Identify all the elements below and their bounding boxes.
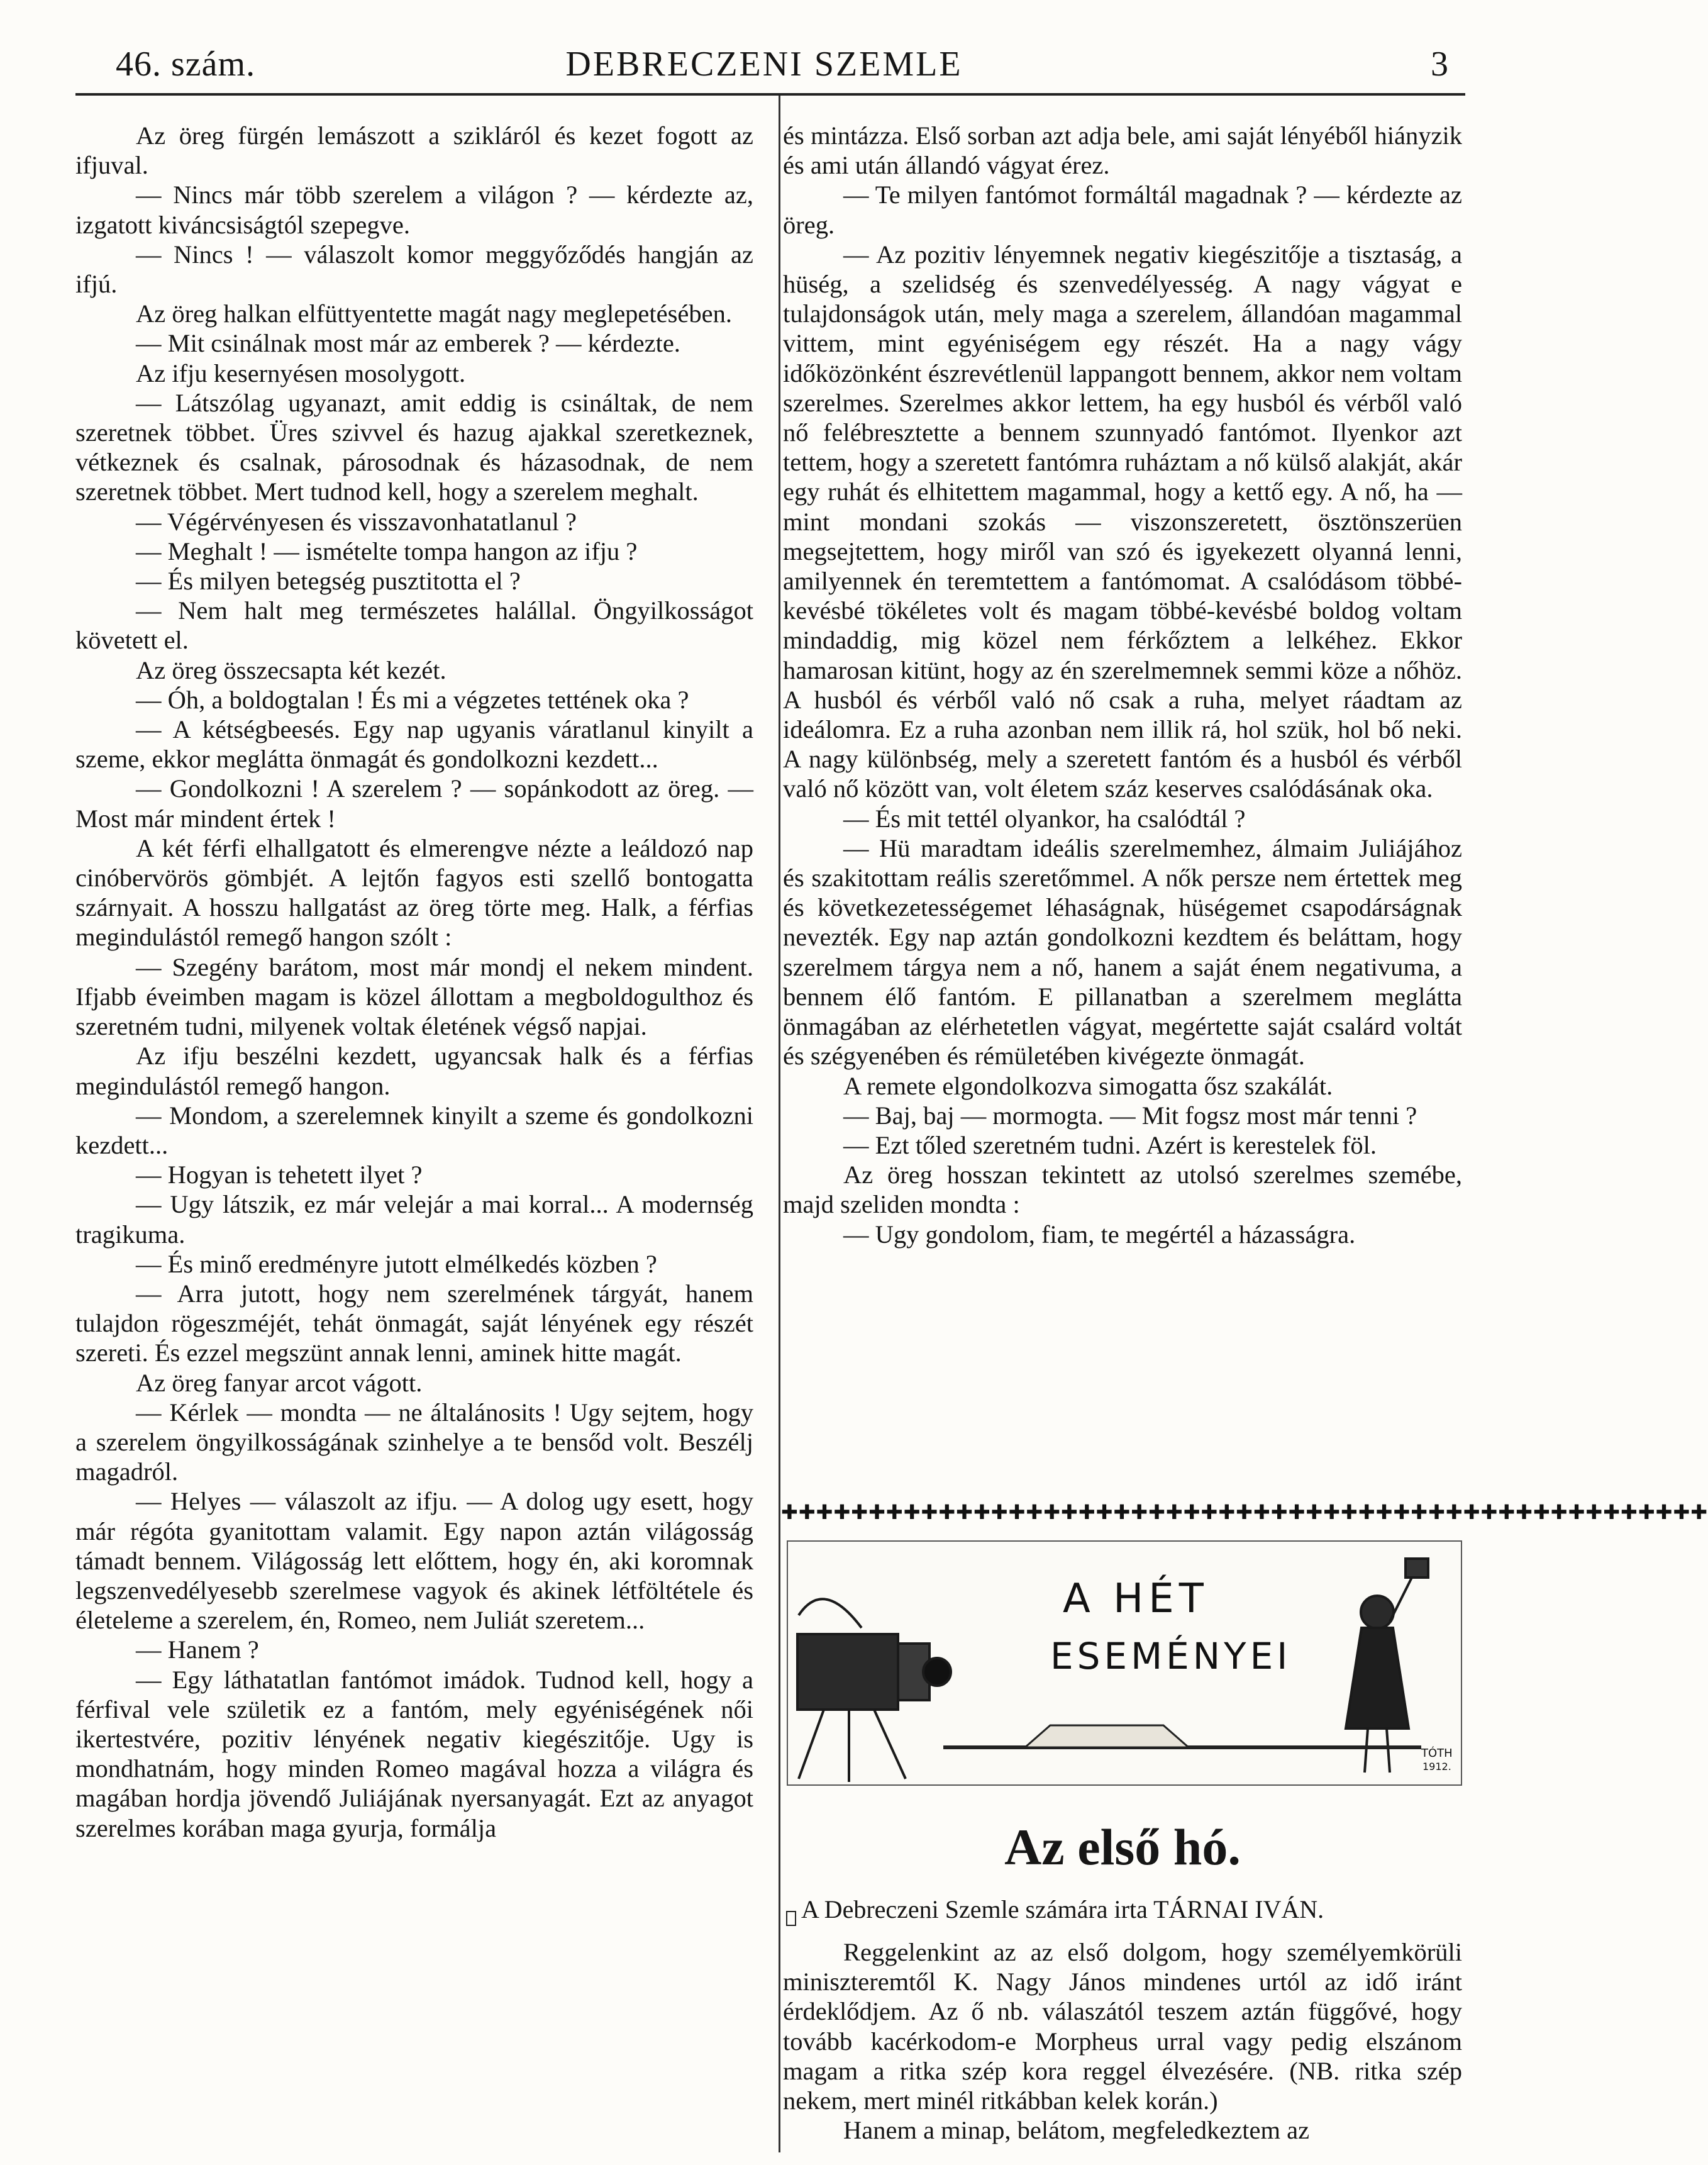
artist-signature-year: 1912. — [1422, 1761, 1451, 1773]
paragraph: Hanem a minap, belátom, megfeledkeztem az — [843, 2116, 1310, 2145]
banner-line-2: ESEMÉNYEI — [1050, 1635, 1292, 1678]
paragraph: — Nincs már több szerelem a világon ? — kérdezte az, izgatott kiváncsiságtól szepegve. — [75, 181, 753, 239]
paragraph: Az ifju kesernyésen mosolygott. — [136, 359, 466, 387]
byline-text: A Debreczeni Szemle számára irta TÁRNAI IVÁN. — [801, 1895, 1324, 1923]
paragraph: — Mit csinálnak most már az emberek ? — kérdezte. — [136, 329, 680, 358]
paragraph: — Hogyan is tehetett ilyet ? — [136, 1160, 423, 1189]
artist-signature: TÓTH — [1421, 1747, 1453, 1760]
paragraph: A remete elgondolkozva simogatta ősz szakálát. — [843, 1071, 1333, 1100]
paragraph: — Hanem ? — [136, 1635, 259, 1664]
paragraph: Az öreg fanyar arcot vágott. — [136, 1368, 423, 1397]
paragraph: — Óh, a boldogtalan ! És mi a végzetes tettének oka ? — [136, 685, 689, 714]
paragraph: Reggelenkint az az első dolgom, hogy személyemkörüli miniszteremtől K. Nagy János mindenes urtól az idő iránt érdeklődjem. Az ő nb. válaszától teszem aztán függővé, hogy tovább kacérkodom-e Morpheus urral vagy pedig elszánom magam a ritka szép kora reggel élvezésére. (NB. ritka szép nekem, mert minél ritkábban kelek korán.) — [783, 1938, 1462, 2115]
paragraph: — Szegény barátom, most már mondj el nekem mindent. Ifjabb éveimben magam is közel állottam a megboldogulthoz és szeretném tudni, milyenek voltak életének végső napjai. — [75, 952, 753, 1041]
paragraph: — Helyes — válaszolt az ifju. — A dolog ugy esett, hogy már régóta gyanitottam valamit. Egy napon aztán világosság támadt bennem. Világosság lett előttem, hogy én, aki koromnak legszenvedélyesebb szerelmese vagyok és akinek létföltétele és életeleme a szerelem, én, Romeo, nem Juliát szeretem... — [75, 1487, 753, 1635]
paragraph: Az öreg hosszan tekintett az utolsó szerelmes szemébe, majd szeliden mondta : — [783, 1160, 1462, 1219]
ornamental-rule: ✚✚✚✚✚✚✚✚✚✚✚✚✚✚✚✚✚✚✚✚✚✚✚✚✚✚✚✚✚✚✚✚✚✚✚✚✚✚✚✚✚✚✚✚✚✚✚✚✚✚✚✚✚ — [781, 1501, 1708, 1523]
paragraph: — És milyen betegség pusztitotta el ? — [136, 567, 521, 596]
story-body — [783, 1937, 1462, 2145]
banner-line-1: A HÉT — [1063, 1576, 1209, 1622]
page-number: 3 — [1431, 45, 1449, 84]
paragraph: — Meghalt ! — ismételte tompa hangon az ifju ? — [136, 537, 638, 565]
right-column — [783, 121, 1462, 1249]
header-rule — [75, 93, 1465, 96]
paragraph: Az öreg fürgén lemászott a szikláról és kezet fogott az ifjuval. — [75, 121, 753, 180]
paragraph: — A kétségbeesés. Egy nap ugyanis váratlanul kinyilt a szeme, ekkor meglátta önmagát és gondolkozni kezdett... — [75, 715, 753, 774]
issue-number: 46. szám. — [116, 45, 256, 84]
section-banner — [786, 1540, 1463, 1786]
paper-sheet — [1025, 1725, 1189, 1747]
paragraph: — Az pozitiv lényemnek negativ kiegészitője a tisztaság, a hüség, a szelidség és szenvedélyesség. A nagy vágyat e tulajdonságok után, mely maga a szerelem, állandóan magammal vittem, mint egyéniségem egy részét. Ha a nagy vágy időközönként észrevétlenül lappangott bennem, akkor nem voltam szerelmes. Szerelmes akkor lettem, ha egy husból és vérből való nő felébresztette a bennem szunnyadó fantómot. Ilyenkor azt tettem, hogy a szeretett fantómra ruháztam a nő külső alakját, akár egy ruhát és elhitettem magammal, hogy a kettő egy. A nő, ha — mint mondani szokás — viszonszeretett, ösztönszerüen megsejtettem, hogy miről van szó és igyekezett olyanná lenni, amilyennek én teremtettem a fantómomat. A csalódásom többé-kevésbé tökéletes volt és magam többé-kevésbé boldog voltam mindaddig, mig közel nem férkőztem a lelkéhez. Ekkor hamarosan kitünt, hogy az én szerelmemnek semmi köze a nőhöz. A husból és vérből való nő csak a ruha, melyet ráadtam az ideálomra. Ez a ruha azonban nem illik rá, hol szük, hol bő neki. A nagy különbség, mely a szeretett fantóm és a husból és vérből való nő között van, volt életem száz keserves csalódásának oka. — [783, 240, 1462, 803]
paragraph: A két férfi elhallgatott és elmerengve nézte a leáldozó nap cinóbervörös gömbjét. A lejtőn fagyos esti szellő bontogatta szárnyait. A hosszu hallgatást az öreg törte meg. Halk, a férfias megindulástól remegő hangon szólt : — [75, 833, 753, 952]
paragraph: Az öreg halkan elfüttyentette magát nagy meglepetésében. — [136, 299, 732, 328]
paragraph: — Ugy gondolom, fiam, te megértél a házasságra. — [843, 1220, 1356, 1249]
story-title: Az első hó. — [1004, 1818, 1241, 1876]
paragraph: — Te milyen fantómot formáltál magadnak ? — kérdezte az öreg. — [783, 181, 1462, 239]
paragraph: — Egy láthatatlan fantómot imádok. Tudnod kell, hogy a férfival vele születik ez a fantóm, mely egyéniségének női ikertestvére, pozitiv lényének negativ kiegészitője. Ugy is mondhatnám, hogy minden Romeo magával hozza a világra és magában hordja jövendő Juliájának nyersanyagát. Ezt az anyagot szerelmes korában maga gyurja, formálja — [75, 1665, 753, 1842]
paragraph: — És minő eredményre jutott elmélkedés közben ? — [136, 1249, 657, 1278]
paragraph: — Nincs ! — válaszolt komor meggyőződés hangján az ifjú. — [75, 240, 753, 299]
paragraph: — És mit tettél olyankor, ha csalódtál ? — [843, 804, 1246, 833]
paragraph: — Gondolkozni ! A szerelem ? — sopánkodott az öreg. — Most már mindent értek ! — [75, 774, 753, 833]
left-column — [75, 121, 753, 1843]
paragraph: — Végérvényesen és visszavonhatatlanul ? — [136, 507, 577, 536]
paragraph: — Látszólag ugyanazt, amit eddig is csináltak, de nem szeretnek többet. Üres szivvel és hazug ajakkal szeretkeznek, vétkeznek és csalnak, párosodnak és házasodnak, de nem szeretnek többet. Mert tudnod kell, hogy a szerelem meghalt. — [75, 388, 753, 506]
paragraph: Az ifju beszélni kezdett, ugyancsak halk és a férfias megindulástól remegő hangon. — [75, 1042, 753, 1100]
paragraph: — Nem halt meg természetes halállal. Öngyilkosságot követett el. — [75, 596, 753, 655]
paragraph: — Ezt tőled szeretném tudni. Azért is kerestelek föl. — [843, 1130, 1377, 1159]
banner-illustration — [786, 1540, 1463, 1786]
story-byline — [786, 1895, 1465, 1924]
paragraph: — Kérlek — mondta — ne általánosits ! Ugy sejtem, hogy a szerelem öngyilkosságának szinhelye a te bensőd volt. Beszélj magadról. — [75, 1398, 753, 1486]
paragraph: és mintázza. Első sorban azt adja bele, ami saját lényéből hiányzik és ami után állandó vágyat érez. — [783, 121, 1462, 180]
paragraph: — Baj, baj — mormogta. — Mit fogsz most már tenni ? — [843, 1101, 1417, 1130]
paragraph: — Hü maradtam ideális szerelmemhez, álmaim Juliájához és szakitottam reális szeretőmmel. A nők persze nem értettek meg és következetességemet léhaságnak, hüségemet csapodárságnak nevezték. Egy nap aztán gondolkozni kezdtem és beláttam, hogy szerelmem tárgya nem a nő, hanem a saját énem negativuma, a bennem élő fantóm. E pillanatban a szerelmem meglátta önmagában az elérhetetlen vágyat, megértette saját csalárd voltát és szégyenében és rémületében kivégezte önmagát. — [783, 833, 1462, 1071]
paragraph: — Ugy látszik, ez már velejár a mai korral... A modernség tragikuma. — [75, 1190, 753, 1249]
paragraph: — Arra jutott, hogy nem szerelmének tárgyát, hanem tulajdon rögeszméjét, tehát önmagát, saját lényének egy részét szereti. És ezzel megszünt annak lenni, aminek hitte magát. — [75, 1279, 753, 1367]
paragraph: Az öreg összecsapta két kezét. — [136, 655, 446, 684]
page-header — [75, 33, 1453, 92]
paragraph: — Mondom, a szerelemnek kinyilt a szeme és gondolkozni kezdett... — [75, 1101, 753, 1159]
ornament-icon — [786, 1904, 797, 1920]
newspaper-title: DEBRECZENI SZEMLE — [565, 45, 963, 84]
